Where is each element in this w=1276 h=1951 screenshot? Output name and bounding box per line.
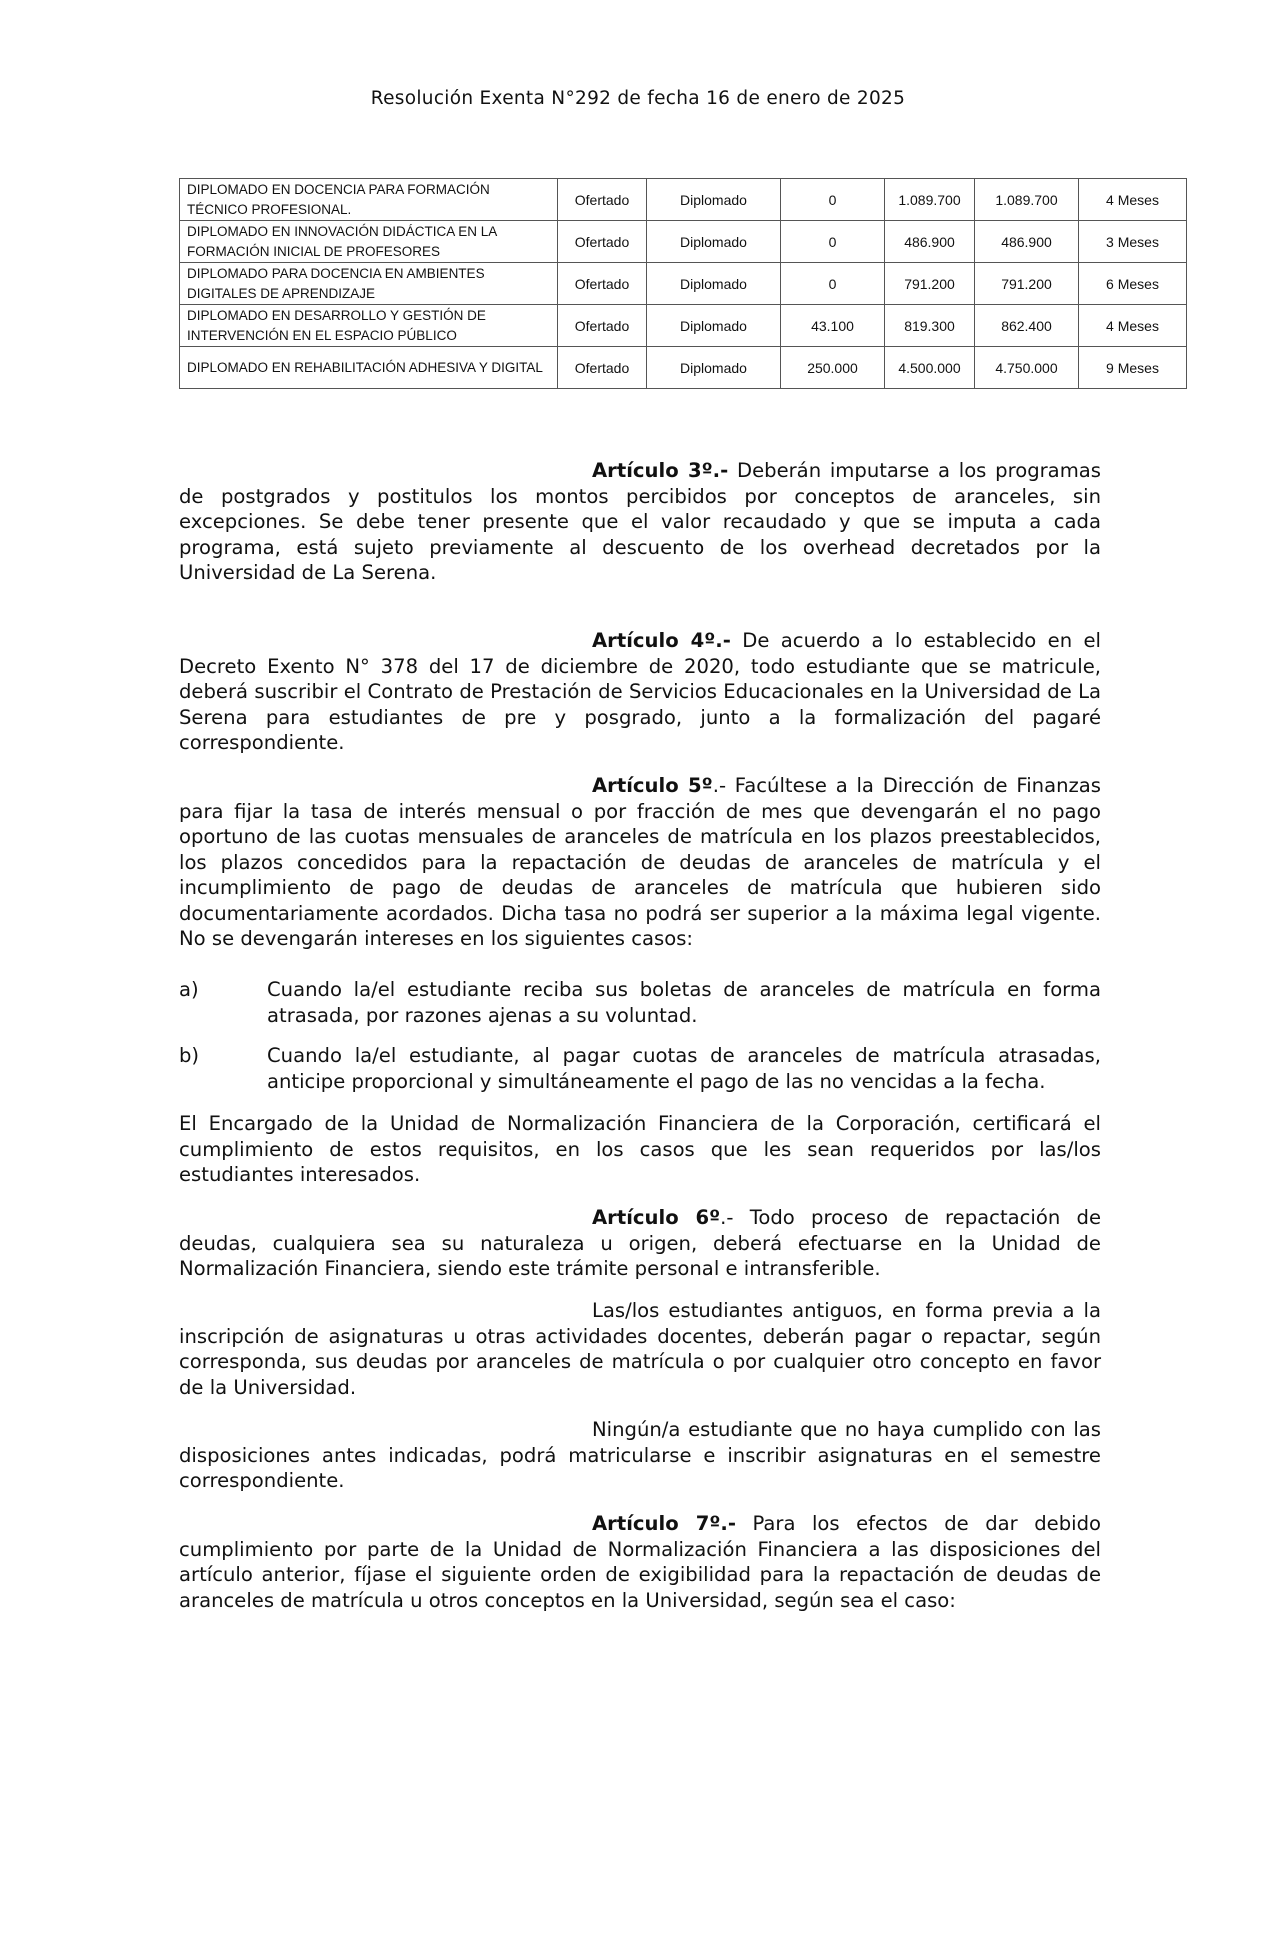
status-cell: Ofertado (558, 221, 647, 263)
program-name-cell: DIPLOMADO EN DESARROLLO Y GESTIÓN DE INTERVENCIÓN EN EL ESPACIO PÚBLICO (180, 305, 558, 347)
status-cell: Ofertado (558, 305, 647, 347)
article-6 (179, 1205, 1101, 1282)
list-text: Cuando la/el estudiante reciba sus boletas de aranceles de matrícula en forma atrasada, por razones ajenas a su voluntad. (267, 978, 1101, 1027)
table-row (180, 263, 1187, 305)
tuition-cell: 486.900 (885, 221, 975, 263)
tuition-cell: 4.500.000 (885, 347, 975, 389)
table-row (180, 221, 1187, 263)
article-heading: Artículo 4º.- (592, 629, 731, 652)
article-4 (179, 628, 1101, 756)
list-item (179, 977, 1101, 1029)
status-cell: Ofertado (558, 263, 647, 305)
article-heading: Artículo 7º.- (592, 1512, 736, 1535)
article-text: .- Facúltese a la Dirección de Finanzas para fijar la tasa de interés mensual o por fracción de mes que devengarán el no pago oportuno de las cuotas mensuales de aranceles de matrícula en los plazos preestablecidos, los plazos concedidos para la repactación de deudas de aranceles de matrícula y el incumplimiento de pago de deudas de aranceles de matrícula que hubieren sido documentariamente acordados. Dicha tasa no podrá ser superior a la máxima legal vigente. No se devengarán intereses en los siguientes casos: (179, 774, 1101, 950)
program-fees-table (179, 178, 1187, 389)
article-text: Deberán imputarse a los programas de postgrados y postitulos los montos percibidos por conceptos de aranceles, sin excepciones. Se debe tener presente que el valor recaudado y que se imputa a cada programa, está sujeto previamente al descuento de los overhead decretados por la Universidad de La Serena. (179, 459, 1101, 584)
article-text: .- Todo proceso de repactación de deudas, cualquiera sea su naturaleza u origen, deberá efectuarse en la Unidad de Normalización Financiera, siendo este trámite personal e intransferible. (179, 1206, 1101, 1280)
enrollment-cell: 0 (781, 221, 885, 263)
article-6-paragraph-2: Las/los estudiantes antiguos, en forma previa a la inscripción de asignaturas u otras actividades docentes, deberán pagar o repactar, según corresponda, sus deudas por aranceles de matrícula o por cualquier otro concepto en favor de la Universidad. (179, 1299, 1101, 1399)
article-heading: Artículo 3º.- (592, 459, 729, 482)
enrollment-cell: 0 (781, 179, 885, 221)
duration-cell: 4 Meses (1079, 179, 1187, 221)
program-name-cell: DIPLOMADO PARA DOCENCIA EN AMBIENTES DIGITALES DE APRENDIZAJE (180, 263, 558, 305)
total-cell: 1.089.700 (975, 179, 1079, 221)
article-text: De acuerdo a lo establecido en el Decreto Exento N° 378 del 17 de diciembre de 2020, todo estudiante que se matricule, deberá suscribir el Contrato de Prestación de Servicios Educacionales en la Universidad de La Serena para estudiantes de pre y posgrado, junto a la formalización del pagaré correspondiente. (179, 629, 1101, 754)
article-3 (179, 458, 1101, 586)
document-header: Resolución Exenta N°292 de fecha 16 de enero de 2025 (370, 88, 906, 109)
table-row (180, 179, 1187, 221)
duration-cell: 9 Meses (1079, 347, 1187, 389)
program-name-cell: DIPLOMADO EN INNOVACIÓN DIDÁCTICA EN LA FORMACIÓN INICIAL DE PROFESORES (180, 221, 558, 263)
list-letter: b) (179, 1044, 200, 1067)
type-cell: Diplomado (647, 347, 781, 389)
list-text: Cuando la/el estudiante, al pagar cuotas de aranceles de matrícula atrasadas, anticipe proporcional y simultáneamente el pago de las no vencidas a la fecha. (267, 1044, 1101, 1093)
type-cell: Diplomado (647, 305, 781, 347)
article-heading: Artículo 5º (592, 774, 713, 797)
type-cell: Diplomado (647, 263, 781, 305)
article-text: Para los efectos de dar debido cumplimiento por parte de la Unidad de Normalización Financiera a las disposiciones del artículo anterior, fíjase el siguiente orden de exigibilidad para la repactación de deudas de aranceles de matrícula u otros conceptos en la Universidad, según sea el caso: (179, 1512, 1102, 1612)
article-heading: Artículo 6º (592, 1206, 721, 1229)
total-cell: 486.900 (975, 221, 1079, 263)
duration-cell: 4 Meses (1079, 305, 1187, 347)
table-row (180, 305, 1187, 347)
table-row (180, 347, 1187, 389)
program-name-cell: DIPLOMADO EN DOCENCIA PARA FORMACIÓN TÉCNICO PROFESIONAL. (180, 179, 558, 221)
article-5-closing: El Encargado de la Unidad de Normalización Financiera de la Corporación, certificará el cumplimiento de estos requisitos, en los casos que les sean requeridos por las/los estudiantes interesados. (179, 1112, 1101, 1186)
status-cell: Ofertado (558, 347, 647, 389)
type-cell: Diplomado (647, 179, 781, 221)
enrollment-cell: 43.100 (781, 305, 885, 347)
duration-cell: 3 Meses (1079, 221, 1187, 263)
program-name-cell: DIPLOMADO EN REHABILITACIÓN ADHESIVA Y DIGITAL (180, 347, 558, 389)
enrollment-cell: 250.000 (781, 347, 885, 389)
total-cell: 4.750.000 (975, 347, 1079, 389)
enrollment-cell: 0 (781, 263, 885, 305)
total-cell: 791.200 (975, 263, 1079, 305)
total-cell: 862.400 (975, 305, 1079, 347)
duration-cell: 6 Meses (1079, 263, 1187, 305)
article-7 (179, 1511, 1101, 1613)
article-5 (179, 773, 1101, 952)
status-cell: Ofertado (558, 179, 647, 221)
list-item (179, 1043, 1101, 1095)
list-letter: a) (179, 978, 199, 1001)
tuition-cell: 791.200 (885, 263, 975, 305)
tuition-cell: 1.089.700 (885, 179, 975, 221)
type-cell: Diplomado (647, 221, 781, 263)
article-6-paragraph-3: Ningún/a estudiante que no haya cumplido con las disposiciones antes indicadas, podrá matricularse e inscribir asignaturas en el semestre correspondiente. (179, 1418, 1101, 1492)
tuition-cell: 819.300 (885, 305, 975, 347)
